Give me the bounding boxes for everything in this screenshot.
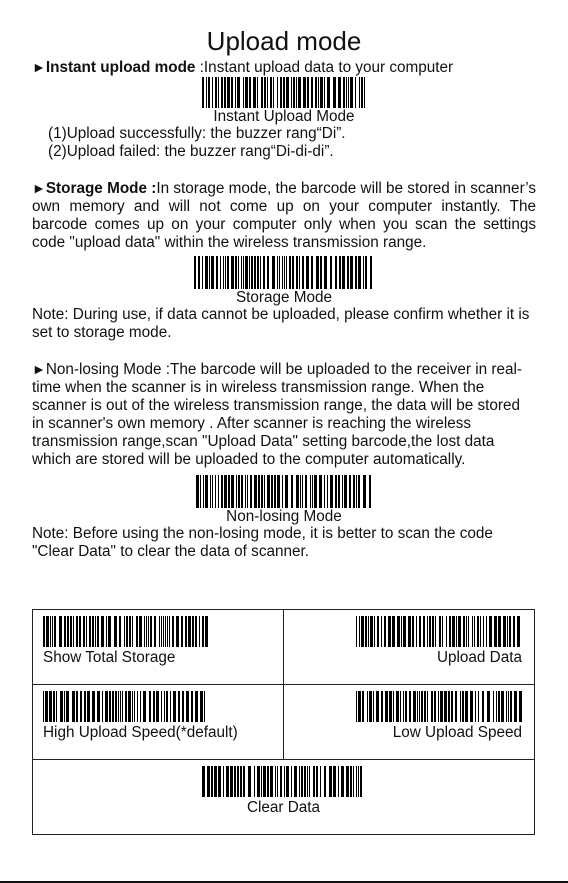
- storage-mode-note: Note: During use, if data cannot be uploaded, please confirm whether it is set to storage mode.: [32, 306, 530, 341]
- show-total-storage-barcode-icon[interactable]: [43, 616, 209, 647]
- upload-data-cell[interactable]: [284, 610, 535, 685]
- clear-data-label: Clear Data: [246, 799, 321, 816]
- non-losing-mode-barcode-block[interactable]: [32, 475, 536, 525]
- non-losing-mode-barcode-label: Non-losing Mode: [226, 508, 342, 525]
- settings-barcode-table: [32, 609, 535, 835]
- triangle-bullet-icon: ►: [32, 59, 46, 75]
- instant-upload-label: Instant upload mode: [45, 59, 196, 76]
- storage-mode-label: Storage Mode :: [45, 180, 157, 197]
- low-upload-speed-cell[interactable]: [284, 685, 535, 760]
- instant-upload-notes: [48, 125, 536, 161]
- instant-upload-text: :Instant upload data to your computer: [195, 59, 454, 76]
- non-losing-mode-barcode-icon[interactable]: [196, 475, 372, 508]
- show-total-storage-label: Show Total Storage: [43, 649, 176, 666]
- upload-data-label: Upload Data: [436, 649, 522, 666]
- triangle-bullet-icon: ►: [32, 361, 46, 377]
- low-upload-speed-barcode-icon[interactable]: [356, 691, 522, 722]
- non-losing-mode-text: Non-losing Mode :The barcode will be uploaded to the receiver in real-time when the scanner is in wireless transmission range. When the scanner is out of the wireless transmission range, the data will be stored in scanner's own memory . After scanner is reaching the wireless transmission range,scan "Upload Data" setting barcode,the lost data which are stored will be uploaded to the computer automatically.: [32, 361, 523, 468]
- storage-mode-text: In storage mode, the barcode will be stored in scanner’s own memory and will not come up on your computer instantly. The barcode comes up on your computer only when you scan the settings code "upload data" within the wireless transmission range.: [32, 180, 537, 251]
- storage-mode-barcode-icon[interactable]: [194, 256, 374, 289]
- list-item: (1)Upload successfully: the buzzer rang“Di”.: [48, 125, 346, 142]
- clear-data-barcode-icon[interactable]: [202, 766, 366, 797]
- high-upload-speed-cell[interactable]: [33, 685, 284, 760]
- non-losing-mode-paragraph: [32, 360, 536, 469]
- instant-upload-barcode-label: Instant Upload Mode: [213, 108, 355, 125]
- non-losing-mode-note: Note: Before using the non-losing mode, it is better to scan the code "Clear Data" to clear the data of scanner.: [32, 525, 493, 560]
- triangle-bullet-icon: ►: [32, 180, 46, 196]
- storage-mode-barcode-block[interactable]: [32, 256, 536, 306]
- page-content: [32, 26, 536, 561]
- instant-upload-heading: [32, 58, 536, 77]
- storage-mode-barcode-label: Storage Mode: [235, 289, 333, 306]
- list-item: (2)Upload failed: the buzzer rang“Di-di-di”.: [48, 143, 334, 160]
- show-total-storage-cell[interactable]: [33, 610, 284, 685]
- upload-data-barcode-icon[interactable]: [356, 616, 522, 647]
- storage-mode-paragraph: [32, 179, 536, 252]
- instant-upload-barcode-icon[interactable]: [202, 77, 366, 108]
- instant-upload-barcode-block[interactable]: [32, 77, 536, 125]
- high-upload-speed-barcode-icon[interactable]: [43, 691, 209, 722]
- clear-data-cell[interactable]: [33, 760, 535, 835]
- page-title: Upload mode: [206, 26, 362, 56]
- high-upload-speed-label: High Upload Speed(*default): [43, 724, 238, 741]
- low-upload-speed-label: Low Upload Speed: [392, 724, 522, 741]
